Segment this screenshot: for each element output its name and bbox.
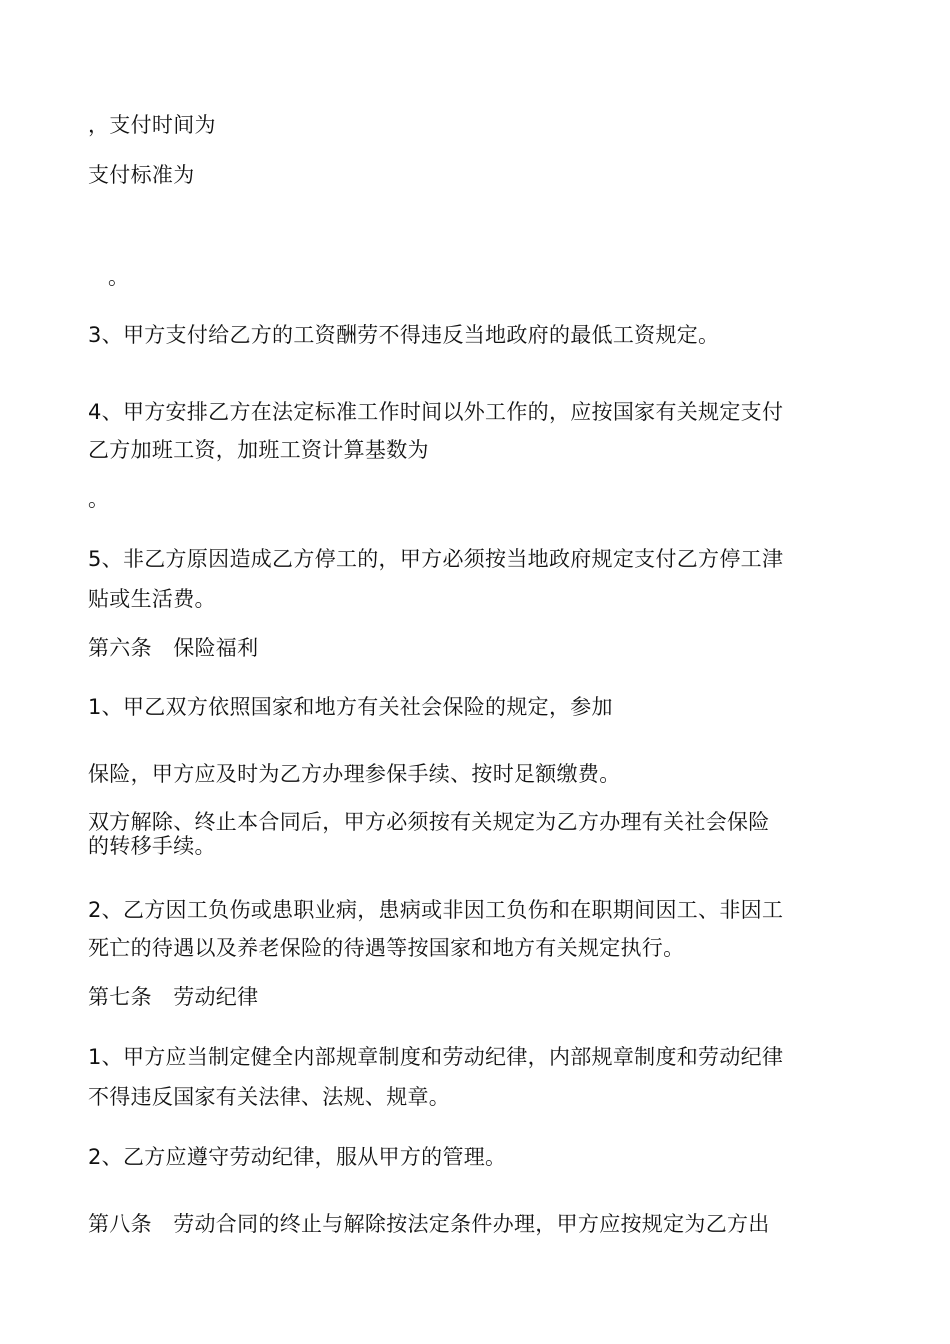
clause-4-line-1: 4、甲方安排乙方在法定标准工作时间以外工作的，应按国家有关规定支付 — [88, 400, 784, 424]
article-6-clause-2-line-2: 死亡的待遇以及养老保险的待遇等按国家和地方有关规定执行。 — [88, 936, 685, 960]
article-6-clause-1-line-2: 保险，甲方应及时为乙方办理参保手续、按时足额缴费。 — [88, 762, 621, 786]
clause-3-line: 3、甲方支付给乙方的工资酬劳不得违反当地政府的最低工资规定。 — [88, 323, 720, 347]
article-6-transfer-line-1: 双方解除、终止本合同后，甲方必须按有关规定为乙方办理有关社会保险 — [88, 810, 770, 834]
article-7-clause-1-line-1: 1、甲方应当制定健全内部规章制度和劳动纪律，内部规章制度和劳动纪律 — [88, 1045, 784, 1069]
article-7-clause-1-line-2: 不得违反国家有关法律、法规、规章。 — [88, 1085, 451, 1109]
article-7-heading: 第七条 劳动纪律 — [88, 985, 259, 1009]
clause-5-line-2: 贴或生活费。 — [88, 587, 216, 611]
period-line-2: 。 — [88, 487, 110, 511]
article-6-transfer-line-2: 的转移手续。 — [88, 834, 216, 858]
article-6-clause-2-line-1: 2、乙方因工负伤或患职业病，患病或非因工负伤和在职期间因工、非因工 — [88, 898, 784, 922]
article-6-heading: 第六条 保险福利 — [88, 636, 259, 660]
payment-time-line: ，支付时间为 — [88, 113, 216, 137]
article-6-clause-1-line-1: 1、甲乙双方依照国家和地方有关社会保险的规定，参加 — [88, 695, 613, 719]
period-line: 。 — [108, 265, 130, 289]
clause-5-line-1: 5、非乙方原因造成乙方停工的，甲方必须按当地政府规定支付乙方停工津 — [88, 547, 784, 571]
payment-standard-line: 支付标准为 — [88, 163, 195, 187]
article-7-clause-2-line: 2、乙方应遵守劳动纪律，服从甲方的管理。 — [88, 1145, 507, 1169]
clause-4-line-2: 乙方加班工资，加班工资计算基数为 — [88, 438, 429, 462]
article-8-line: 第八条 劳动合同的终止与解除按法定条件办理，甲方应按规定为乙方出 — [88, 1212, 770, 1236]
